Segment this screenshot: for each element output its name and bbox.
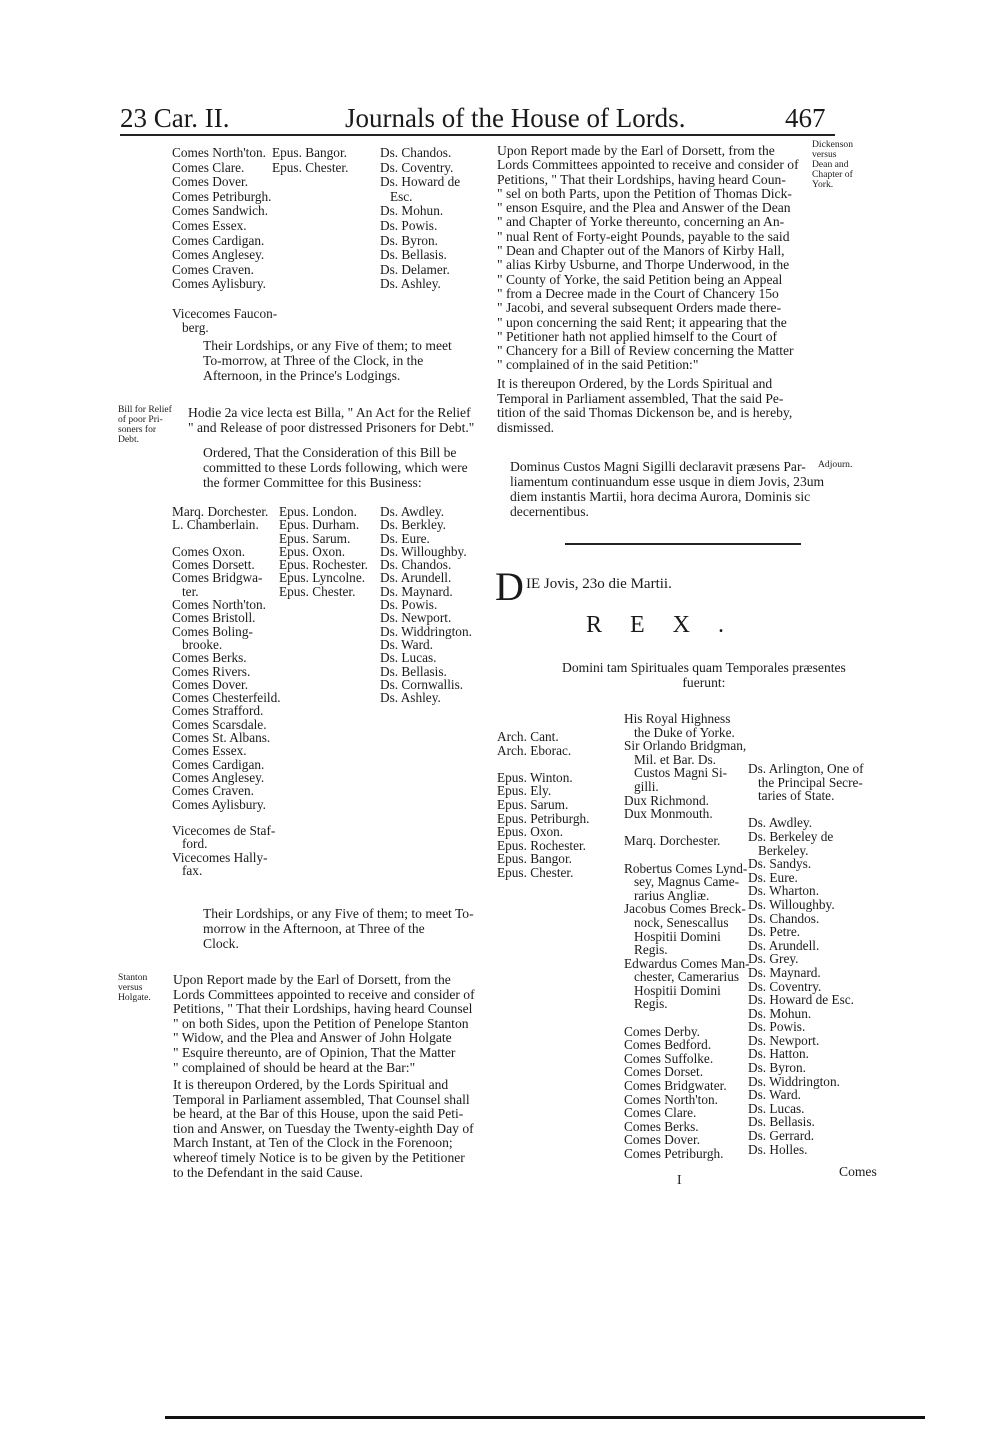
text-line: Sir Orlando Bridgman, <box>624 738 747 754</box>
text-line: Their Lordships, or any Five of them; to meet <box>203 338 452 353</box>
text-line: Comes Clare. <box>624 1105 697 1121</box>
page-title: Journals of the House of Lords. <box>345 103 686 133</box>
text-line: " Jacobi, and several subsequent Orders made there- <box>497 300 782 316</box>
present-barons <box>748 762 864 1156</box>
text-line: Edwardus Comes Man- <box>624 955 750 971</box>
text-line: Ordered, That the Consideration of this Bill be <box>203 445 457 460</box>
margin-note-adjourn: Adjourn. <box>818 459 853 470</box>
text-line: " and Release of poor distressed Prisoners for Debt." <box>188 420 475 435</box>
text-line: Epus. Sarum. <box>497 796 569 812</box>
text-line: Ds. Lucas. <box>380 650 437 666</box>
present-lords-temporal <box>624 712 750 1161</box>
text-line: Ds. Bellasis. <box>748 1114 815 1130</box>
text-line: Comes Derby. <box>624 1023 700 1039</box>
text-line: tion and Answer, on Tuesday the Twenty-eighth Day of <box>173 1120 474 1136</box>
report-dickenson <box>497 144 799 373</box>
text-line: ford. <box>172 836 208 852</box>
text-line: Comes Petriburgh. <box>624 1146 724 1161</box>
text-line <box>172 532 281 545</box>
text-line: Chapter of <box>812 169 853 180</box>
text-line: Their Lordships, or any Five of them; to meet To- <box>203 906 474 921</box>
text-line: " upon concerning the said Rent; it appearing that the <box>497 314 787 330</box>
text-line: Epus. Petriburgh. <box>497 810 590 826</box>
text-line: Ds. Gerrard. <box>748 1128 815 1144</box>
text-line: Ds. Widdrington. <box>748 1073 840 1089</box>
text-line: Ds. Bellasis. <box>380 247 447 263</box>
text-line: March Instant, at Ten of the Clock in the Forenoon; <box>173 1135 453 1151</box>
text-line: the Principal Secre- <box>748 774 863 790</box>
text-line: Ds. Powis. <box>380 597 438 613</box>
text-line: Bill for Relief <box>118 404 172 415</box>
text-line: liamentum continuandum esse usque in diem Jovis, 23um <box>510 474 825 489</box>
text-line: Ds. Willoughby. <box>380 543 467 559</box>
text-line: Dominus Custos Magni Sigilli declaravit præsens Par- <box>510 459 806 474</box>
text-line: Comes Sandwich. <box>172 203 269 219</box>
text-line: Upon Report made by the Earl of Dorsett, from the <box>497 143 775 158</box>
text-line <box>624 821 750 835</box>
text-line: the Duke of Yorke. <box>624 724 735 740</box>
text-line: Ds. Eure. <box>748 869 798 885</box>
text-line: " sel on both Parts, upon the Petition of Thomas Dick- <box>497 185 792 201</box>
text-line: Ds. Newport. <box>380 610 452 626</box>
text-line: of poor Pri- <box>118 414 163 425</box>
text-line: Comes Essex. <box>172 217 247 233</box>
text-line: Epus. Chester. <box>279 583 356 599</box>
text-line: Ds. Hatton. <box>748 1046 809 1062</box>
text-line: Jacobus Comes Breck- <box>624 901 746 917</box>
header-rule <box>120 134 835 136</box>
drop-cap: D <box>495 564 524 609</box>
text-line: Ds. Ashley. <box>380 690 441 706</box>
text-line: Lords Committees appointed to receive and consider of <box>173 986 475 1002</box>
text-line: Comes Petriburgh. <box>172 188 272 204</box>
text-line: Comes Strafford. <box>172 703 264 719</box>
text-line: Epus. Bangor. <box>497 851 572 867</box>
text-line: Epus. London. <box>279 504 357 519</box>
text-line: Dickenson <box>812 139 854 150</box>
text-line: Comes Bridgwater. <box>624 1078 727 1094</box>
text-line: " and Chapter of Yorke thereunto, concerning an An- <box>497 214 785 230</box>
text-line: Epus. Chester. <box>272 159 349 175</box>
meet-notice-2 <box>203 906 474 951</box>
text-line: Epus. Durham. <box>279 517 360 533</box>
text-line: Comes Dover. <box>172 174 249 190</box>
text-line: Temporal in Parliament assembled, That the said Pe- <box>497 390 784 406</box>
text-line: Comes Rivers. <box>172 663 251 679</box>
text-line: Ds. Berkeley de <box>748 828 834 844</box>
text-line: Domini tam Spirituales quam Temporales præsentes <box>562 660 846 675</box>
margin-note-dickenson <box>812 140 853 190</box>
text-line: Comes Aylisbury. <box>172 276 266 292</box>
text-line: Ds. Eure. <box>380 530 430 546</box>
text-line: Epus. Rochester. <box>279 557 369 573</box>
text-line: " Widow, and the Plea and Answer of John Holgate <box>173 1030 452 1046</box>
text-line: York. <box>812 179 834 190</box>
text-line <box>172 811 281 824</box>
bill-reading <box>188 405 474 435</box>
text-line: Ds. Newport. <box>748 1032 820 1048</box>
text-line: Hospitii Domini <box>624 982 721 998</box>
text-line: Ds. Bellasis. <box>380 663 447 679</box>
text-line: Ds. Mohun. <box>748 1005 812 1021</box>
text-line: " enson Esquire, and the Plea and Answer of the Dean <box>497 200 791 216</box>
text-line: It is thereupon Ordered, by the Lords Spiritual and <box>497 376 773 391</box>
text-line: Comes Bedford. <box>624 1037 712 1053</box>
rex-heading: REX. <box>586 612 752 638</box>
text-line: " Petitioner hath not applied himself to the Court of <box>497 328 778 344</box>
text-line: Dean and <box>812 159 849 170</box>
text-line: Ds. Willoughby. <box>748 896 835 912</box>
text-line: Vicecomes Hally- <box>172 849 268 865</box>
text-line: Epus. Ely. <box>497 783 552 799</box>
text-line: Debt. <box>118 434 140 445</box>
text-line: Comes Aylisbury. <box>172 796 266 812</box>
text-line: Ds. Wharton. <box>748 883 820 899</box>
text-line: Epus. Oxon. <box>497 824 564 840</box>
text-line: Lords Committees appointed to receive and consider of <box>497 157 799 173</box>
text-line: Holgate. <box>118 992 151 1003</box>
text-line: Comes Clare. <box>172 159 245 175</box>
text-line: Ds. Grey. <box>748 951 799 967</box>
text-line: " Dean and Chapter out of the Manors of Kirby Hall, <box>497 243 785 259</box>
text-line: Comes Scarsdale. <box>172 716 267 732</box>
text-line: Ds. Chandos. <box>380 557 452 573</box>
text-line: morrow in the Afternoon, at Three of the <box>203 921 425 936</box>
text-line: Ds. Arundell. <box>748 937 820 953</box>
text-line: Epus. Winton. <box>497 769 573 785</box>
text-line: Ds. Powis. <box>380 217 438 233</box>
text-line: Vicecomes de Staf- <box>172 823 276 839</box>
text-line: brooke. <box>172 636 223 652</box>
text-line: Esc. <box>380 188 413 204</box>
top-list-domini <box>380 146 460 292</box>
text-line: Ds. Widdrington. <box>380 623 472 639</box>
text-line: Ds. Cornwallis. <box>380 676 464 692</box>
text-line: Ds. Byron. <box>380 232 438 248</box>
text-line: Comes Suffolke. <box>624 1050 714 1066</box>
text-line: tition of the said Thomas Dickenson be, and is hereby, <box>497 405 793 421</box>
text-line: Upon Report made by the Earl of Dorsett, from the <box>173 972 451 987</box>
text-line: Arch. Cant. <box>497 729 559 744</box>
text-line: sey, Magnus Came- <box>624 874 740 890</box>
text-line: Ds. Howard de Esc. <box>748 992 854 1008</box>
text-line: Ds. Arlington, One of <box>748 761 864 776</box>
text-line: Epus. Bangor. <box>272 145 347 160</box>
date-heading: IE Jovis, 23o die Martii. <box>526 576 672 592</box>
text-line: L. Chamberlain. <box>172 517 259 533</box>
text-line <box>748 803 864 817</box>
text-line: Comes Dover. <box>624 1132 701 1148</box>
top-list-episcopi <box>272 146 348 175</box>
text-line <box>172 292 277 307</box>
signature-mark: I <box>677 1172 682 1187</box>
text-line: Ds. Sandys. <box>748 856 812 872</box>
text-line: Comes North'ton. <box>624 1091 718 1107</box>
text-line: Epus. Sarum. <box>279 530 351 546</box>
adjournment <box>510 459 824 519</box>
text-line: Ds. Chandos. <box>380 145 452 160</box>
text-line: the former Committee for this Business: <box>203 475 422 490</box>
text-line: Vicecomes Faucon- <box>172 305 278 321</box>
text-line: It is thereupon Ordered, by the Lords Spiritual and <box>173 1077 449 1092</box>
text-line: ter. <box>172 583 199 599</box>
text-line: Marq. Dorchester. <box>172 504 269 519</box>
text-line: " Esquire thereunto, are of Opinion, That the Matter <box>173 1044 456 1060</box>
text-line: Comes North'ton. <box>172 145 266 160</box>
text-line: Clock. <box>203 936 239 951</box>
text-line: fuerunt: <box>682 675 726 690</box>
order-committee <box>203 445 468 490</box>
text-line: Comes Craven. <box>172 783 254 799</box>
text-line: versus <box>812 149 837 160</box>
text-line: Berkeley. <box>748 842 809 858</box>
text-line: Ds. Powis. <box>748 1019 806 1035</box>
catchword: Comes <box>839 1164 877 1179</box>
text-line: Ds. Ward. <box>380 636 433 652</box>
text-line: versus <box>118 982 143 993</box>
text-line: Stanton <box>118 972 148 983</box>
text-line: Ds. Maynard. <box>748 964 821 980</box>
text-line: Hospitii Domini <box>624 928 721 944</box>
text-line: Robertus Comes Lynd- <box>624 860 748 876</box>
text-line: Comes Essex. <box>172 743 247 759</box>
text-line: diem instantis Martii, hora decima Aurora, Dominis sic <box>510 489 811 504</box>
section-rule <box>565 543 801 545</box>
committee-episcopi <box>279 505 368 598</box>
text-line: To-morrow, at Three of the Clock, in the <box>203 353 424 368</box>
text-line: Comes Bridgwa- <box>172 570 263 586</box>
text-line: Epus. Lyncolne. <box>279 570 366 586</box>
text-line: " on both Sides, upon the Petition of Penelope Stanton <box>173 1015 469 1031</box>
text-line: Ds. Holles. <box>748 1141 808 1157</box>
text-line: Comes Oxon. <box>172 543 246 559</box>
text-line: Ds. Maynard. <box>380 583 453 599</box>
text-line: taries of State. <box>748 788 835 804</box>
regnal-year: 23 Car. II. <box>120 103 230 133</box>
text-line: Petitions, " That their Lordships, having heard Counsel <box>173 1001 473 1017</box>
text-line: Ds. Coventry. <box>380 159 454 175</box>
text-line: Ds. Byron. <box>748 1060 806 1076</box>
text-line: Comes North'ton. <box>172 597 266 613</box>
text-line: soners for <box>118 424 157 435</box>
text-line: Ds. Berkley. <box>380 517 446 533</box>
text-line: Epus. Chester. <box>497 864 574 880</box>
text-line: Ds. Mohun. <box>380 203 444 219</box>
text-line: Comes Cardigan. <box>172 756 265 772</box>
text-line: Ds. Lucas. <box>748 1100 805 1116</box>
text-line: Marq. Dorchester. <box>624 833 721 849</box>
text-line: Comes St. Albans. <box>172 730 271 746</box>
margin-note-stanton <box>118 973 151 1003</box>
text-line: rarius Angliæ. <box>624 887 710 903</box>
text-line <box>624 848 750 862</box>
text-line: berg. <box>172 320 209 336</box>
text-line: Ds. Chandos. <box>748 910 820 926</box>
text-line: Epus. Oxon. <box>279 543 346 559</box>
text-line: Dux Monmouth. <box>624 806 713 822</box>
text-line: Ds. Ward. <box>748 1087 801 1103</box>
text-line: be heard, at the Bar of this House, upon the said Peti- <box>173 1106 464 1122</box>
order-stanton <box>173 1078 474 1180</box>
text-line: Dux Richmond. <box>624 792 709 808</box>
committee-domini <box>380 505 472 704</box>
committee-comites <box>172 505 281 877</box>
text-line: Ds. Petre. <box>748 924 801 940</box>
text-line: nock, Senescallus <box>624 914 729 930</box>
text-line: Regis. <box>624 996 668 1012</box>
text-line: Ds. Coventry. <box>748 978 822 994</box>
order-dickenson <box>497 377 792 435</box>
text-line: " from a Decree made in the Court of Chancery 15o <box>497 285 779 301</box>
text-line: Comes Anglesey. <box>172 247 265 263</box>
text-line: " alias Kirby Usburne, and Thorpe Underwood, in the <box>497 257 790 273</box>
text-line <box>624 1011 750 1025</box>
text-line: Comes Berks. <box>172 650 247 666</box>
report-stanton <box>173 973 475 1075</box>
text-line: Ds. Delamer. <box>380 261 450 277</box>
text-line: Comes Anglesey. <box>172 769 265 785</box>
text-line: Custos Magni Si- <box>624 765 728 781</box>
text-line: Ds. Ashley. <box>380 276 441 292</box>
top-list-comites <box>172 146 277 336</box>
text-line: Mil. et Bar. Ds. <box>624 751 716 767</box>
text-line: Ds. Arundell. <box>380 570 452 586</box>
meet-notice-1 <box>203 338 452 383</box>
text-line: Regis. <box>624 942 668 958</box>
present-archbishops-bishops <box>497 730 589 880</box>
text-line: Comes Bristoll. <box>172 610 256 626</box>
text-line: " complained of in the said Petition:" <box>497 357 699 373</box>
text-line: Comes Berks. <box>624 1118 699 1134</box>
text-line: Comes Dorsett. <box>172 557 255 573</box>
text-line: Ds. Howard de <box>380 174 461 190</box>
text-line: gilli. <box>624 778 659 794</box>
text-line: " Chancery for a Bill of Review concerning the Matter <box>497 343 794 359</box>
text-line: " complained of should be heard at the Bar:" <box>173 1059 416 1075</box>
text-line: Comes Cardigan. <box>172 232 265 248</box>
text-line: Comes Dover. <box>172 676 249 692</box>
bottom-rule <box>165 1416 925 1419</box>
text-line: whereof timely Notice is to be given by the Petitioner <box>173 1149 465 1165</box>
text-line: fax. <box>172 863 203 879</box>
text-line: Ds. Awdley. <box>748 815 813 831</box>
text-line: decernentibus. <box>510 504 589 519</box>
domini-heading <box>562 660 846 690</box>
text-line: " County of Yorke, the said Petition being an Appeal <box>497 271 783 287</box>
text-line: Comes Craven. <box>172 261 254 277</box>
text-line: Hodie 2a vice lecta est Billa, " An Act for the Relief <box>188 405 471 420</box>
text-line: Epus. Rochester. <box>497 837 587 853</box>
page-number: 467 <box>785 103 826 133</box>
margin-note-bill <box>118 405 172 445</box>
text-line: committed to these Lords following, which were <box>203 460 468 475</box>
text-line: Afternoon, in the Prince's Lodgings. <box>203 368 401 383</box>
text-line: to the Defendant in the said Cause. <box>173 1164 363 1180</box>
text-line: chester, Camerarius <box>624 969 740 985</box>
text-line: Ds. Awdley. <box>380 504 445 519</box>
text-line: Petitions, " That their Lordships, having heard Coun- <box>497 171 786 187</box>
text-line: " nual Rent of Forty-eight Pounds, payable to the said <box>497 228 790 244</box>
text-line <box>497 757 589 771</box>
text-line: dismissed. <box>497 419 555 435</box>
text-line: His Royal Highness <box>624 711 731 726</box>
text-line: Comes Boling- <box>172 623 253 639</box>
text-line: Arch. Eborac. <box>497 742 572 758</box>
text-line: Comes Dorset. <box>624 1064 704 1080</box>
text-line: Temporal in Parliament assembled, That Counsel shall <box>173 1091 470 1107</box>
text-line: Comes Chesterfeild. <box>172 690 281 706</box>
